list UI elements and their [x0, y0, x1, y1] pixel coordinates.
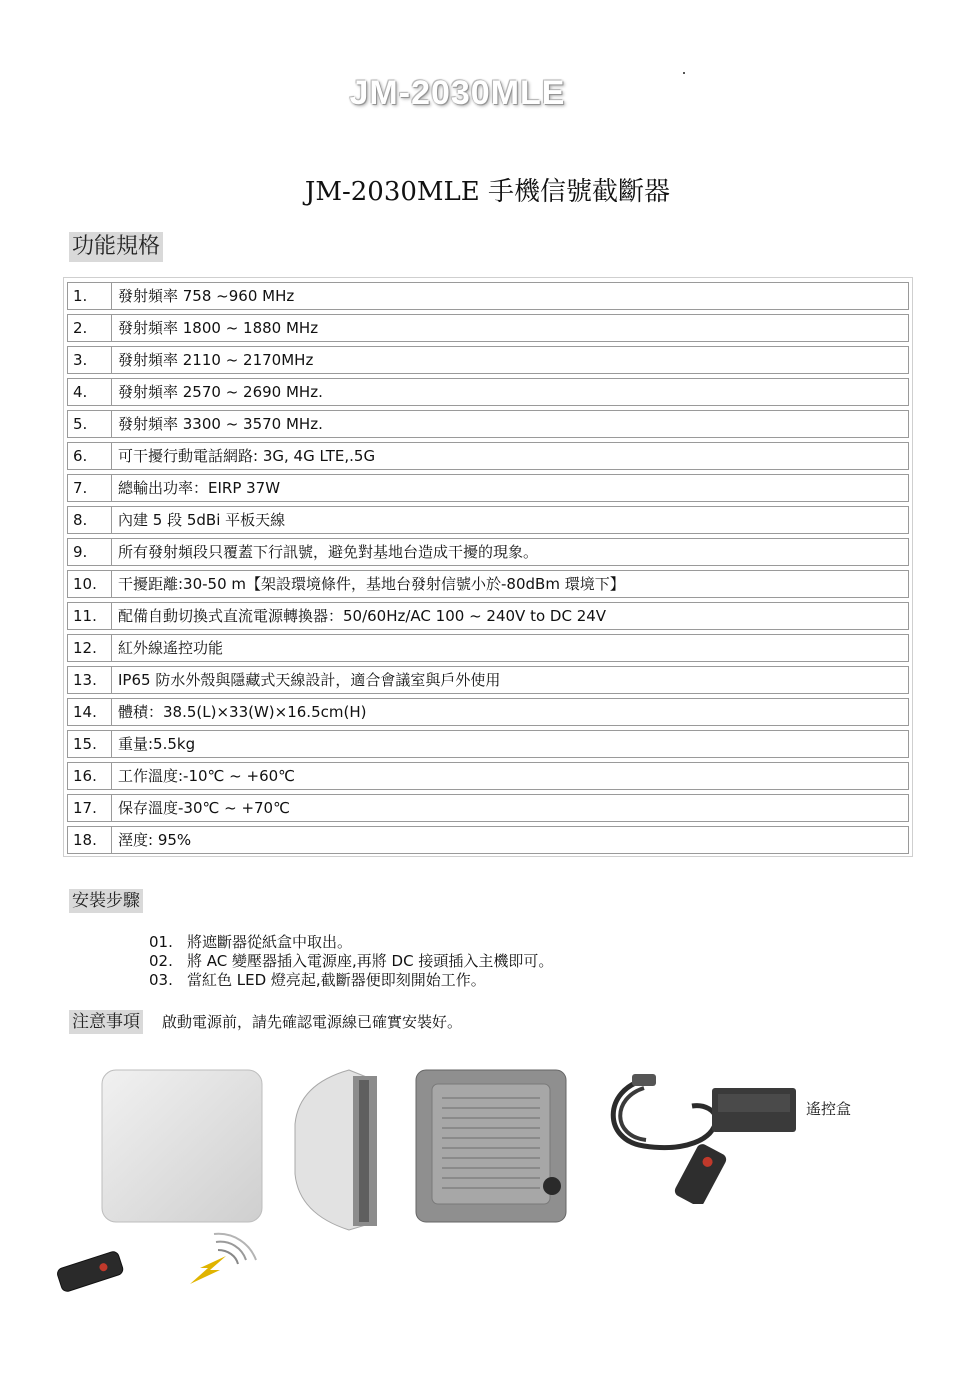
spec-heading: 功能規格 [69, 232, 163, 262]
spec-num: 10. [67, 570, 112, 598]
spec-text: 發射頻率 758 ~960 MHz [112, 282, 909, 310]
notice-heading: 注意事項 [69, 1010, 143, 1034]
spec-num: 1. [67, 282, 112, 310]
spec-num: 18. [67, 826, 112, 854]
spec-num: 15. [67, 730, 112, 758]
install-steps [149, 933, 553, 990]
spec-row-17 [67, 794, 909, 822]
step-number: 02. [149, 952, 173, 970]
remote-control-photo [50, 1246, 126, 1298]
install-heading: 安裝步驟 [69, 889, 143, 913]
spec-num: 13. [67, 666, 112, 694]
spec-row-6 [67, 442, 909, 470]
spec-num: 3. [67, 346, 112, 374]
spec-num: 5. [67, 410, 112, 438]
spec-num: 2. [67, 314, 112, 342]
spec-text: 體積：38.5(L)×33(W)×16.5cm(H) [112, 698, 909, 726]
spec-text: 發射頻率 1800 ~ 1880 MHz [112, 314, 909, 342]
spec-text: 所有發射頻段只覆蓋下行訊號，避免對基地台造成干擾的現象。 [112, 538, 909, 566]
jammer-side-photo [289, 1064, 385, 1232]
spec-num: 4. [67, 378, 112, 406]
spec-row-13 [67, 666, 909, 694]
install-step [149, 933, 553, 952]
spec-num: 12. [67, 634, 112, 662]
spec-row-18 [67, 826, 909, 854]
spec-row-4 [67, 378, 909, 406]
install-step [149, 971, 553, 990]
spec-num: 17. [67, 794, 112, 822]
spec-num: 14. [67, 698, 112, 726]
spec-text: 內建 5 段 5dBi 平板天線 [112, 506, 909, 534]
step-text: 當紅色 LED 燈亮起,截斷器便即刻開始工作。 [187, 971, 486, 989]
dot-mark [683, 72, 685, 74]
spec-row-1 [67, 282, 909, 310]
logo-title: JM-2030MLE [349, 74, 566, 112]
spec-row-5 [67, 410, 909, 438]
spec-num: 8. [67, 506, 112, 534]
spec-row-8 [67, 506, 909, 534]
spec-table [63, 277, 913, 857]
spec-num: 11. [67, 602, 112, 630]
spec-row-7 [67, 474, 909, 502]
spec-text: 總輸出功率：EIRP 37W [112, 474, 909, 502]
spec-row-12 [67, 634, 909, 662]
spec-text: IP65 防水外殼與隱藏式天線設計，適合會議室與戶外使用 [112, 666, 909, 694]
step-number: 03. [149, 971, 173, 989]
signal-lightning-icon [186, 1230, 262, 1288]
spec-text: 發射頻率 2110 ~ 2170MHz [112, 346, 909, 374]
spec-num: 9. [67, 538, 112, 566]
remote-box-label: 遙控盒 [806, 1100, 852, 1118]
spec-row-3 [67, 346, 909, 374]
remote-box-photo [604, 1070, 804, 1204]
spec-text: 保存溫度-30℃ ~ +70℃ [112, 794, 909, 822]
step-text: 將 AC 變壓器插入電源座,再將 DC 接頭插入主機即可。 [187, 952, 554, 970]
document-title: JM-2030MLE 手機信號截斷器 [304, 177, 671, 207]
spec-text: 溼度: 95% [112, 826, 909, 854]
spec-text: 干擾距離:30-50 m【架設環境條件，基地台發射信號小於-80dBm 環境下】 [112, 570, 909, 598]
spec-text: 重量:5.5kg [112, 730, 909, 758]
spec-row-11 [67, 602, 909, 630]
spec-text: 紅外線遙控功能 [112, 634, 909, 662]
install-step [149, 952, 553, 971]
spec-row-10 [67, 570, 909, 598]
spec-num: 16. [67, 762, 112, 790]
spec-num: 7. [67, 474, 112, 502]
spec-text: 發射頻率 3300 ~ 3570 MHz. [112, 410, 909, 438]
spec-row-2 [67, 314, 909, 342]
spec-row-15 [67, 730, 909, 758]
step-text: 將遮斷器從紙盒中取出。 [187, 933, 353, 951]
step-number: 01. [149, 933, 173, 951]
jammer-back-photo [414, 1068, 570, 1226]
spec-num: 6. [67, 442, 112, 470]
notice-text: 啟動電源前，請先確認電源線已確實安裝好。 [162, 1013, 463, 1031]
spec-row-16 [67, 762, 909, 790]
spec-text: 發射頻率 2570 ~ 2690 MHz. [112, 378, 909, 406]
spec-row-14 [67, 698, 909, 726]
spec-row-9 [67, 538, 909, 566]
spec-text: 可干擾行動電話網路: 3G, 4G LTE,.5G [112, 442, 909, 470]
jammer-front-photo [100, 1068, 264, 1224]
spec-text: 工作溫度:-10℃ ~ +60℃ [112, 762, 909, 790]
spec-text: 配備自動切換式直流電源轉換器：50/60Hz/AC 100 ~ 240V to DC 24V [112, 602, 909, 630]
